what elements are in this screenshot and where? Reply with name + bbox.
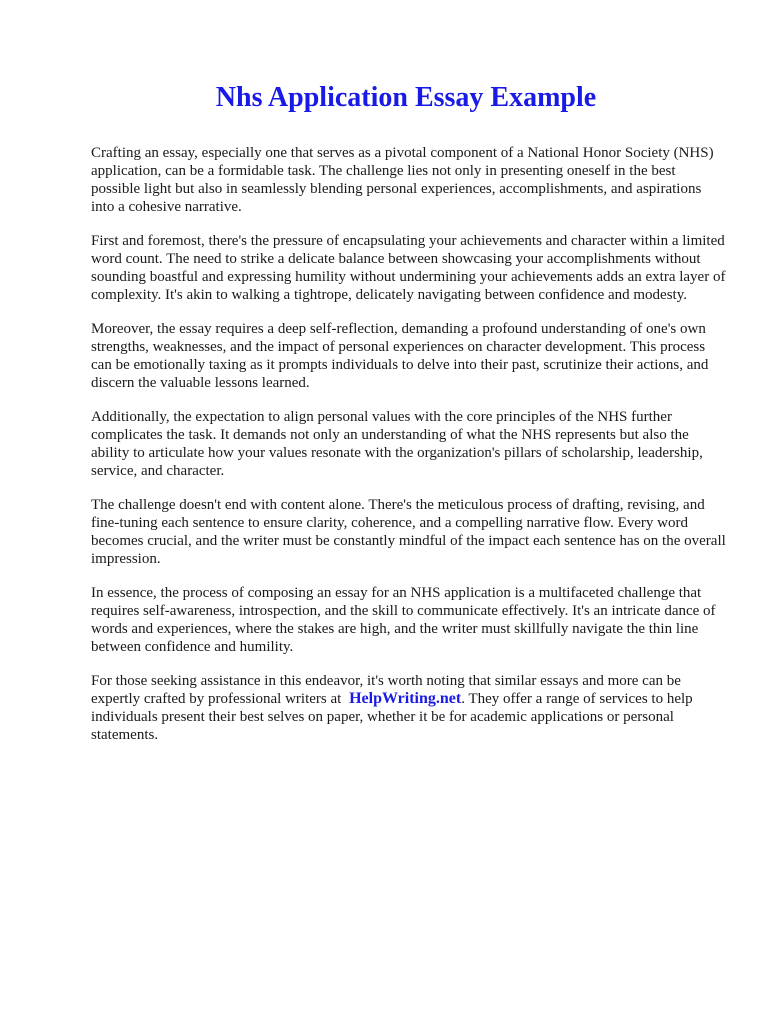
page-title: Nhs Application Essay Example xyxy=(215,82,597,113)
paragraph-4: Additionally, the expectation to align personal values with the core principles of the NHS further complicates the task. It demands not only an understanding of what the NHS represents but also the ability to articulate how your values resonate with the organization's pillars of scholarship, leadership, service, and character. xyxy=(91,409,703,479)
closing-text-after-link: . They offer a range of services to help individuals present their best selves on paper, whether it be for academic applications or personal statements. xyxy=(91,691,693,743)
paragraph-2: First and foremost, there's the pressure of encapsulating your achievements and character within a limited word count. The need to strike a delicate balance between showcasing your accomplishments without sounding boastful and expressing humility without undermining your achievements adds an extra layer of complexity. It's akin to walking a tightrope, delicately navigating between confidence and modesty. xyxy=(91,233,726,303)
paragraph-7 xyxy=(91,672,727,744)
paragraph-5: The challenge doesn't end with content alone. There's the meticulous process of drafting, revising, and fine-tuning each sentence to ensure clarity, coherence, and a compelling narrative flow. Every word becomes crucial, and the writer must be constantly mindful of the impact each sentence has on the overall impression. xyxy=(91,497,726,567)
helpwriting-link[interactable]: HelpWriting.net xyxy=(349,690,462,707)
paragraph-1: Crafting an essay, especially one that serves as a pivotal component of a National Honor Society (NHS) application, can be a formidable task. The challenge lies not only in presenting oneself in the best possible light but also in seamlessly blending personal experiences, accomplishments, and aspirations into a cohesive narrative. xyxy=(91,145,714,215)
closing-text-before-link: For those seeking assistance in this endeavor, it's worth noting that similar essays and more can be expertly crafted by professional writers at xyxy=(91,673,681,707)
paragraph-6: In essence, the process of composing an essay for an NHS application is a multifaceted challenge that requires self-awareness, introspection, and the skill to communicate effectively. It's an intricate dance of words and experiences, where the stakes are high, and the writer must skillfully navigate the thin line between confidence and humility. xyxy=(91,585,716,655)
paragraph-3: Moreover, the essay requires a deep self-reflection, demanding a profound understanding of one's own strengths, weaknesses, and the impact of personal experiences on character development. This process can be emotionally taxing as it prompts individuals to delve into their past, scrutinize their actions, and discern the valuable lessons learned. xyxy=(91,321,709,391)
document-body xyxy=(91,144,727,760)
